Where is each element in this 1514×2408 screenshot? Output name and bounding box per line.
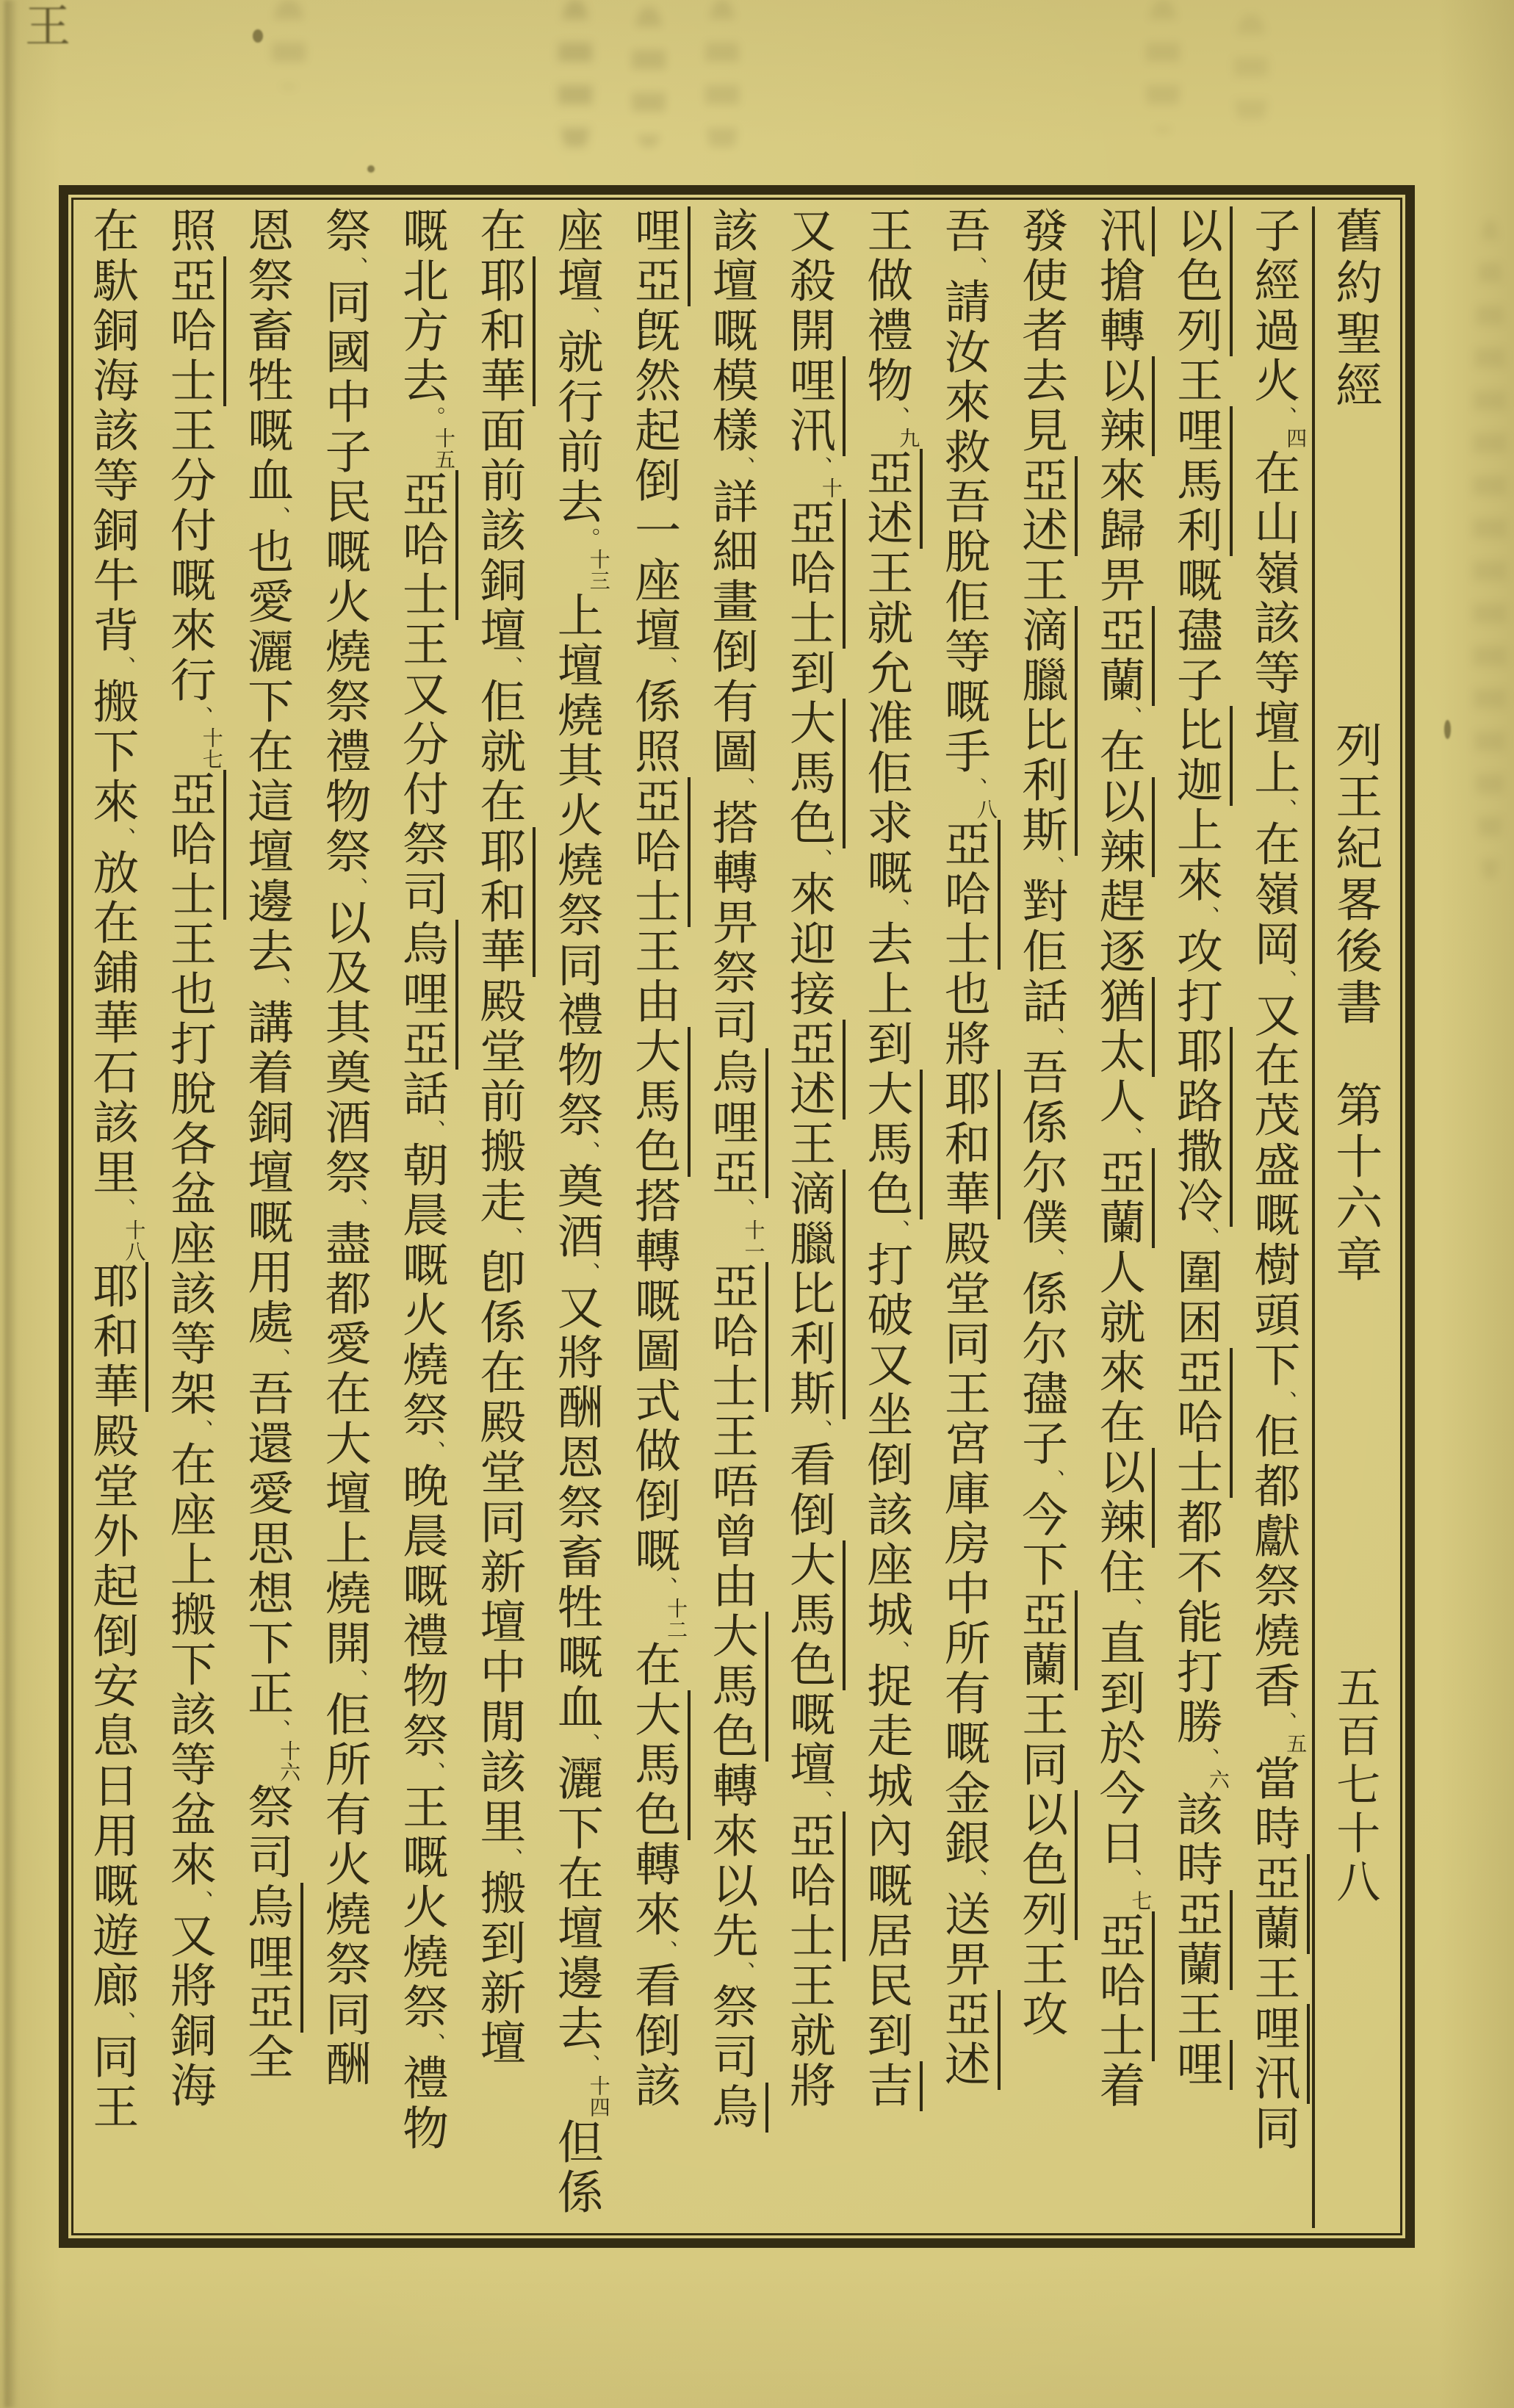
punctuation: 、	[576, 1140, 602, 1162]
punctuation: 、	[499, 1226, 525, 1248]
punctuation: 、	[576, 1261, 602, 1283]
verse-number: 十一	[741, 1219, 766, 1262]
proper-name: 亞哈士	[1092, 1911, 1155, 2061]
punctuation: 、	[731, 776, 757, 799]
text-column-1: 子經過火、四在山嶺該等壇上、在嶺岡、又在茂盛嘅樹頭下、佢都獻祭燒香、五當時亞蘭王哩汛同	[1235, 206, 1312, 2228]
proper-name: 吉	[859, 2061, 923, 2111]
punctuation: 、	[267, 506, 292, 527]
bleed-smudge	[1473, 220, 1507, 882]
bleed-smudge	[705, 0, 739, 162]
punctuation: 、	[1041, 1468, 1067, 1490]
text-column-3: 汛搶轉以辣來歸畀亞蘭、在以辣趕逐猶太人、亞蘭人就來在以辣住、直到於今日、七亞哈士着	[1080, 206, 1157, 2228]
text-column-12: 嘅北方去。十五亞哈士王又分付祭司烏哩亞話、朝晨嘅火燒祭、晚晨嘅禮物祭、王嘅火燒祭、禮物	[383, 206, 461, 2228]
verse-number: 十	[818, 477, 843, 499]
proper-name: 亞哈士	[705, 1262, 768, 1412]
text-column-13: 祭、同國中子民嘅火燒祭禮物祭、以及其奠酒祭、盡都愛在大壇上燒開、佢所有火燒祭同酬	[306, 206, 383, 2228]
punctuation: 、	[731, 1197, 757, 1219]
punctuation: 、	[808, 1789, 834, 1812]
chapter-title: 第十六章	[1327, 1081, 1383, 1286]
verse-number: 八	[973, 798, 998, 820]
punctuation: 、	[886, 1640, 912, 1662]
verse-number: 十八	[122, 1219, 147, 1262]
proper-name: 大馬色	[782, 699, 846, 848]
proper-name: 比迦	[1169, 706, 1233, 806]
proper-name: 亞哈士	[163, 770, 226, 920]
punctuation: 、	[886, 898, 912, 920]
punctuation: 、	[189, 1889, 215, 1911]
proper-name: 大馬色	[705, 1612, 768, 1762]
punctuation: 、	[731, 1961, 757, 1983]
punctuation: 、	[1195, 1747, 1221, 1769]
verse-number: 十七	[199, 727, 224, 770]
bleed-smudge	[272, 0, 306, 88]
text-column-5: 吾、請汝來救吾脫佢等嘅手、八亞哈士也將耶和華殿堂同王宮庫房中所有嘅金銀、送畀亞述	[925, 206, 1002, 2228]
proper-name: 猶太	[1092, 977, 1155, 1077]
proper-name: 耶路撒冷	[1169, 1027, 1233, 1227]
punctuation: 、	[963, 776, 989, 799]
punctuation: 、	[421, 1119, 447, 1141]
proper-name: 亞蘭	[1169, 1890, 1233, 1990]
punctuation: 、	[808, 1419, 834, 1441]
punctuation: 、	[344, 876, 370, 898]
punctuation: 、	[1273, 798, 1299, 820]
proper-name: 耶和華	[937, 1070, 1001, 1219]
punctuation: 、	[499, 1847, 525, 1869]
punctuation: 、	[499, 656, 525, 677]
proper-name: 亞述	[937, 1990, 1001, 2090]
bleed-glyph: 王	[25, 0, 71, 53]
text-column-11: 在耶和華面前該銅壇、佢就在耶和華殿堂前搬走、卽係在殿堂同新壇中閒該里、搬到新壇	[461, 206, 538, 2228]
gutter-shadow	[4, 0, 16, 2408]
proper-name: 亞哈士	[395, 470, 458, 620]
punctuation: 、	[808, 456, 834, 477]
punctuation: 、	[576, 2053, 602, 2075]
text-column-9: 哩亞旣然起倒一座壇、係照亞哈士王由大馬色搭轉嘅圖式做倒嘅、十二在大馬色轉來、看倒該	[616, 206, 693, 2228]
text-column-10: 座壇、就行前去。十三上壇燒其火燒祭同禮物祭、奠酒、又將酬恩祭畜牲嘅血、灑下在壇邊去、十四但係	[538, 206, 615, 2228]
proper-name: 亞哈士	[627, 777, 691, 927]
punctuation: 、	[731, 456, 757, 477]
proper-name: 亞哈士	[163, 256, 226, 406]
proper-name: 哩亞	[627, 206, 691, 306]
proper-name: 耶和華	[85, 1262, 148, 1412]
page-number: 五百七十八	[1329, 1665, 1381, 1907]
punctuation: 、	[1273, 969, 1299, 991]
punctuation: 、	[1118, 706, 1144, 727]
proper-name: 亞述	[1014, 456, 1078, 556]
proper-name: 亞哈士	[782, 1812, 846, 1961]
verse-number: 十六	[277, 1740, 302, 1783]
punctuation: 、	[421, 1761, 447, 1783]
proper-name: 亞哈士	[782, 499, 846, 649]
punctuation: 、	[344, 1668, 370, 1690]
proper-name: 以色列	[1014, 1790, 1078, 1940]
proper-name: 亞哈士	[1169, 1348, 1233, 1498]
punctuation: 、	[189, 706, 215, 727]
punctuation: 、	[1041, 1026, 1067, 1048]
verse-number: 五	[1283, 1732, 1308, 1754]
verse-number: 十五	[431, 427, 456, 470]
punctuation: 、	[654, 1939, 680, 1961]
title-column	[1312, 206, 1397, 2228]
punctuation: 、	[1195, 1226, 1221, 1248]
proper-name: 大馬色	[859, 1070, 923, 1219]
punctuation: 、	[1041, 1247, 1067, 1269]
text-column-8: 該壇嘅模樣、詳細畫倒有圖、搭轉畀祭司烏哩亞、十一亞哈士王唔曾由大馬色轉來以先、祭司烏	[693, 206, 770, 2228]
text-column-2: 以色列王哩馬利嘅孻子比迦上來、攻打耶路撒冷、圍困亞哈士都不能打勝、六該時亞蘭王哩	[1157, 206, 1234, 2228]
proper-name: 耶和華	[472, 256, 536, 406]
proper-name: 亞蘭	[1092, 606, 1155, 706]
verse-number: 九	[896, 427, 921, 449]
punctuation: 、	[267, 1347, 292, 1369]
page-frame	[59, 185, 1415, 2248]
page-frame-inner	[71, 198, 1402, 2235]
proper-name: 哩	[1169, 2040, 1233, 2090]
proper-name: 亞述	[859, 449, 923, 549]
punctuation: 、	[189, 1419, 215, 1441]
punctuation: 、	[1041, 856, 1067, 877]
proper-name: 哩汛	[782, 356, 846, 456]
text-area	[73, 206, 1397, 2228]
proper-name: 亞哈士	[937, 820, 1001, 970]
punctuation: 、	[267, 976, 292, 998]
punctuation: 、	[963, 1868, 989, 1890]
section-title: 列王紀畧後書	[1327, 721, 1383, 1029]
proper-name: 以辣	[1092, 1448, 1155, 1548]
verse-number: 十四	[586, 2074, 611, 2118]
proper-name: 亞蘭	[1247, 1854, 1310, 1954]
proper-name: 大馬色	[627, 1690, 691, 1840]
book-title: 舊約聖經	[1327, 206, 1383, 412]
punctuation: 、	[1118, 1126, 1144, 1148]
verse-number: 六	[1205, 1768, 1230, 1790]
text-column-15: 照亞哈士王分付嘅來行、十七亞哈士王也打脫各盆座該等架、在座上搬下該等盆來、又將銅海	[151, 206, 228, 2228]
proper-name: 滴臘比利斯	[782, 1169, 846, 1419]
text-column-7: 又殺開哩汛、十亞哈士到大馬色、來迎接亞述王滴臘比利斯、看倒大馬色嘅壇、亞哈士王就將	[771, 206, 848, 2228]
proper-name: 亞蘭	[1014, 1590, 1078, 1690]
proper-name: 烏	[705, 2083, 768, 2133]
proper-name: 烏哩亞	[705, 1048, 768, 1198]
verse-number: 七	[1128, 1889, 1153, 1911]
proper-name: 亞蘭	[1092, 1148, 1155, 1248]
proper-name: 大馬色	[782, 1540, 846, 1690]
punctuation: 。	[421, 406, 447, 428]
proper-name: 汛	[1092, 206, 1155, 256]
punctuation: 、	[576, 306, 602, 328]
punctuation: 。	[576, 527, 602, 549]
punctuation: 、	[1273, 406, 1299, 428]
bleed-smudge	[1146, 0, 1180, 132]
punctuation: 、	[1195, 906, 1221, 927]
proper-name: 滴臘比利斯	[1014, 606, 1078, 856]
bleed-smudge	[632, 7, 666, 147]
proper-name: 以辣	[1092, 356, 1155, 456]
proper-name: 烏哩亞	[240, 1883, 303, 2033]
punctuation: 、	[654, 1576, 680, 1598]
verse-number: 十三	[586, 548, 611, 591]
punctuation: 、	[344, 256, 370, 278]
proper-name: 以色列	[1169, 206, 1233, 356]
punctuation: 、	[1118, 1868, 1144, 1890]
bleed-smudge	[558, 0, 592, 154]
punctuation: 、	[421, 2032, 447, 2054]
proper-name: 以辣	[1092, 777, 1155, 877]
punctuation: 、	[886, 406, 912, 428]
text-column-4: 發使者去見亞述王滴臘比利斯、對佢話、吾係尔僕、係尔孻子、今下亞蘭王同以色列王攻	[1003, 206, 1080, 2228]
text-column-6: 王做禮物、九亞述王就允准佢求嘅、去上到大馬色、打破又坐倒該座城、捉走城內嘅居民到吉	[848, 206, 925, 2228]
punctuation: 、	[421, 1440, 447, 1462]
text-column-14: 恩祭畜牲嘅血、也愛灑下在這壇邊去、講着銅壇嘅用處、吾還愛思想下正、十六祭司烏哩亞全	[228, 206, 306, 2228]
punctuation: 、	[344, 1197, 370, 1219]
punctuation: 、	[654, 656, 680, 677]
punctuation: 、	[112, 1197, 137, 1219]
punctuation: 、	[1273, 1390, 1299, 1412]
punctuation: 、	[267, 1718, 292, 1740]
punctuation: 、	[576, 1732, 602, 1754]
punctuation: 、	[1273, 1711, 1299, 1733]
punctuation: 、	[1118, 1597, 1144, 1619]
text-column-16: 在馱銅海該等銅牛背、搬下來、放在鋪華石該里、十八耶和華殿堂外起倒安息日用嘅遊廊、同王	[73, 206, 151, 2228]
punctuation: 、	[112, 2011, 137, 2033]
punctuation: 、	[963, 256, 989, 278]
proper-name: 大馬色	[627, 1027, 691, 1177]
punctuation: 、	[112, 656, 137, 677]
punctuation: 、	[112, 826, 137, 848]
proper-name: 烏哩亞	[395, 920, 458, 1070]
proper-name: 哩馬利	[1169, 406, 1233, 556]
proper-name: 耶和華	[472, 827, 536, 977]
proper-name: 哩汛	[1247, 2004, 1310, 2104]
punctuation: 、	[808, 848, 834, 870]
verse-number: 四	[1283, 427, 1308, 449]
verse-number: 十二	[664, 1597, 689, 1640]
proper-name: 亞述	[782, 1020, 846, 1120]
punctuation: 、	[886, 1219, 912, 1241]
bleed-smudge	[1234, 15, 1268, 132]
